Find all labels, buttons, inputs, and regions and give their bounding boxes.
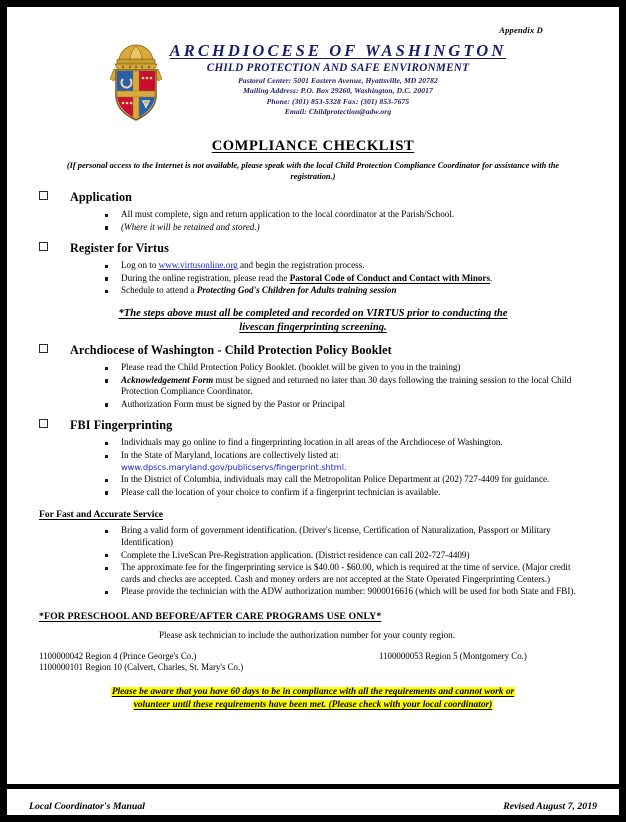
notice-line-1: *The steps above must all be completed and recorded on VIRTUS prior to conducting the [118, 307, 508, 319]
section-fbi-fingerprinting [31, 418, 595, 433]
compliance-warning [49, 686, 577, 712]
list-item [105, 399, 581, 411]
bullet-text: All must complete, sign and return application to the local coordinator at the Parish/School. [121, 209, 455, 219]
footer-left: Local Coordinator's Manual [29, 801, 145, 812]
virtus-prerequisite-notice [83, 307, 543, 335]
bullet-text: (Where it will be retained and stored.) [121, 221, 260, 232]
page-title: COMPLIANCE CHECKLIST [211, 138, 415, 154]
bullet-text: Please provide the technician with the ADW authorization number: 9000016616 (which will be used for both State and FBI). [121, 586, 576, 597]
checkbox-icon[interactable] [39, 242, 48, 251]
virtusonline-link[interactable]: www.virtusonline.org [158, 260, 238, 271]
list-item [105, 222, 581, 234]
list-item [105, 285, 581, 297]
notice-line-2: livescan fingerprinting screening. [239, 321, 387, 333]
list-item [105, 586, 581, 598]
mailing-address: Mailing Address: P.O. Box 29260, Washington, D.C. 20017 [243, 86, 433, 96]
organization-subtitle: CHILD PROTECTION AND SAFE ENVIRONMENT [206, 62, 470, 74]
region-label: Region 5 (Montgomery Co.) [425, 650, 527, 661]
section-title: Archdiocese of Washington - Child Protection Policy Booklet [70, 342, 392, 357]
bullet-text: Please call the location of your choice to confirm if a fingerprint technician is available. [121, 486, 441, 497]
region-code: 1100000101 [39, 662, 84, 673]
list-item [105, 362, 581, 374]
preschool-heading: *FOR PRESCHOOL AND BEFORE/AFTER CARE PROGRAMS USE ONLY* [39, 610, 382, 622]
bullet-text-suffix: . [490, 272, 493, 283]
region-label: Region 10 (Calvert, Charles, St. Mary's Co.) [85, 662, 244, 673]
checkbox-icon[interactable] [39, 344, 48, 353]
bullet-text-suffix: and begin the registration process. [237, 260, 365, 271]
section-title: FBI Fingerprinting [70, 418, 173, 433]
section-title: Register for Virtus [70, 241, 169, 256]
footer-divider [7, 784, 619, 789]
bullet-text: Log on to [121, 260, 159, 271]
list-item [105, 375, 581, 398]
bullet-text: Complete the LiveScan Pre-Registration application. (District residence can call 202-727-4409) [121, 549, 470, 560]
section-register-virtus [31, 241, 595, 256]
list-item [105, 209, 581, 221]
warning-line-1: Please be aware that you have 60 days to be in compliance with all the requirements and cannot work or [111, 686, 515, 697]
list-item [105, 273, 581, 285]
bullet-text: In the State of Maryland, locations are collectively listed at: [121, 449, 339, 460]
fbi-bullets [31, 437, 595, 498]
fast-service-heading-wrap [31, 499, 595, 522]
email-line: Email: Childprotection@adw.org [284, 107, 392, 117]
list-item [105, 260, 581, 272]
bullet-text: The approximate fee for the fingerprinting service is $40.00 - $60.00, which is required at the time of service. (Major credit cards and checks are accepted. Cash and money orders are not accepted at the State Operated Fingerprinting Centers.) [121, 562, 571, 584]
pastoral-code-emphasis: Pastoral Code of Conduct and Contact with Minors [289, 272, 491, 283]
bullet-text: Please read the Child Protection Policy Booklet. (booklet will be given to you in the training) [121, 361, 461, 372]
list-item [105, 487, 581, 499]
region-code: 1100000053 [379, 650, 424, 661]
booklet-bullets [31, 362, 595, 410]
list-item [105, 550, 581, 562]
archdiocese-coat-of-arms-icon [107, 43, 165, 123]
page-footer [29, 801, 597, 812]
dpscs-maryland-link[interactable]: www.dpscs.maryland.gov/publicservs/fingerprint.shtml. [121, 461, 347, 472]
region-label: Region 4 (Prince George's Co.) [85, 650, 197, 661]
warning-line-2: volunteer until these requirements have been met. (Please check with your local coordinator) [133, 699, 493, 710]
footer-right: Revised August 7, 2019 [503, 801, 597, 812]
region-code: 1100000042 [39, 650, 84, 661]
list-item [105, 474, 581, 486]
appendix-label: Appendix D [499, 25, 543, 35]
checkbox-icon[interactable] [39, 191, 48, 200]
bullet-text: Individuals may go online to find a fingerprinting location in all areas of the Archdiocese of Washington. [121, 437, 503, 448]
region-row [39, 662, 595, 674]
acknowledgement-form-emphasis: Acknowledgement Form [121, 374, 214, 385]
title-note: (If personal access to the Internet is not available, please speak with the local Child Protection Compliance Coordinator for assistance with the registration.) [66, 161, 560, 181]
list-item [105, 562, 581, 585]
list-item [105, 450, 581, 473]
application-bullets [31, 209, 595, 233]
fast-service-heading: For Fast and Accurate Service [39, 509, 163, 521]
section-application [31, 190, 595, 205]
region-codes [39, 651, 595, 674]
virtus-bullets [31, 260, 595, 297]
masthead [31, 41, 595, 127]
checkbox-icon[interactable] [39, 419, 48, 428]
list-item [105, 437, 581, 449]
phone-fax-line: Phone: (301) 853-5328 Fax: (301) 853-7675 [266, 96, 410, 106]
pastoral-center-address: Pastoral Center: 5001 Eastern Avenue, Hyattsville, MD 20782 [238, 76, 438, 85]
list-item [105, 525, 581, 548]
training-session-emphasis: Protecting God's Children for Adults training session [196, 285, 397, 296]
bullet-text: In the District of Columbia, individuals may call the Metropolitan Police Department at (202) 727-4409 for guidance. [121, 474, 550, 485]
section-title: Application [70, 190, 133, 204]
bullet-text: Bring a valid form of government identification. (Driver's license, Certification of Naturalization, Passport or Military Identification) [121, 525, 551, 547]
organization-name: ARCHDIOCESE OF WASHINGTON [169, 41, 507, 60]
bullet-text: must be signed and returned no later than 30 days following the training session to the local Child Protection Compliance Coordinator. [121, 374, 572, 397]
bullet-text: Schedule to attend a [121, 285, 197, 296]
fast-service-bullets [31, 525, 595, 598]
region-row [379, 651, 527, 663]
section-policy-booklet [31, 343, 595, 358]
bullet-text: During the online registration, please read the [121, 272, 290, 283]
preschool-note: Please ask technician to include the authorization number for your county region. [159, 629, 455, 640]
bullet-text: Authorization Form must be signed by the Pastor or Principal [121, 398, 346, 409]
page-content [7, 7, 619, 815]
